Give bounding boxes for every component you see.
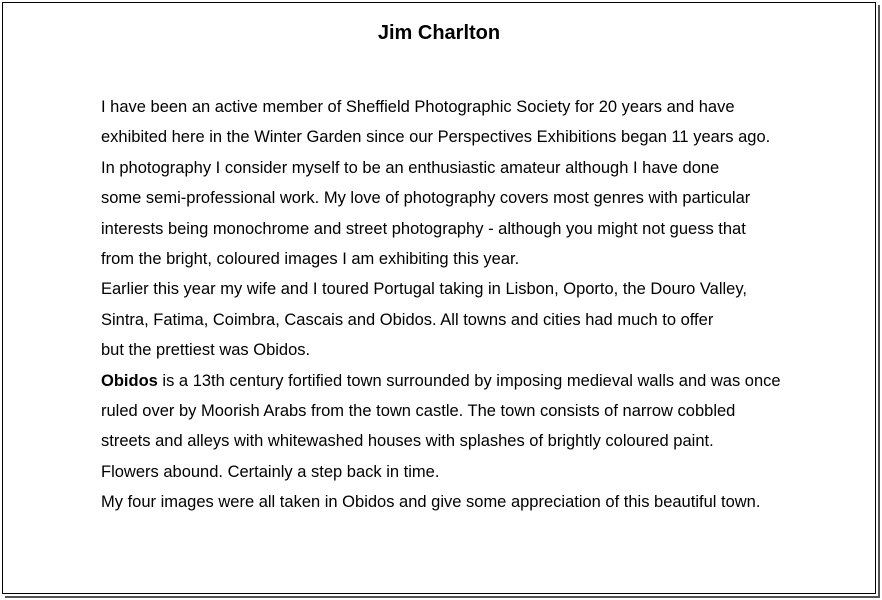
text-line: In photography I consider myself to be an enthusiastic amateur although I have done xyxy=(101,158,720,177)
page-title: Jim Charlton xyxy=(377,22,501,44)
obidos-line-rest: is a 13th century fortified town surrounded by imposing medieval walls and was once xyxy=(157,371,781,390)
text-line: exhibited here in the Winter Garden since our Perspectives Exhibitions began 11 years ago. xyxy=(101,128,771,147)
text-line: some semi-professional work. My love of photography covers most genres with particular xyxy=(101,189,751,208)
text-line: but the prettiest was Obidos. xyxy=(101,341,311,360)
text-line: ruled over by Moorish Arabs from the town castle. The town consists of narrow cobbled xyxy=(101,402,736,421)
text-line: Sintra, Fatima, Coimbra, Cascais and Obidos. All towns and cities had much to offer xyxy=(101,310,714,329)
text-line: from the bright, coloured images I am exhibiting this year. xyxy=(101,250,520,269)
obidos-bold-word: Obidos xyxy=(101,371,158,390)
page-frame xyxy=(2,2,876,594)
text-line: streets and alleys with whitewashed houses with splashes of brightly coloured paint. xyxy=(101,432,714,451)
body-text xyxy=(101,92,871,518)
text-line: Earlier this year my wife and I toured Portugal taking in Lisbon, Oporto, the Douro Valley, xyxy=(101,280,747,299)
text-line: Flowers abound. Certainly a step back in time. xyxy=(101,462,440,481)
obidos-line xyxy=(101,366,871,396)
text-line: I have been an active member of Sheffield Photographic Society for 20 years and have xyxy=(101,98,735,116)
text-line: interests being monochrome and street photography - although you might not guess that xyxy=(101,219,746,238)
text-line: My four images were all taken in Obidos and give some appreciation of this beautiful town. xyxy=(101,493,761,512)
